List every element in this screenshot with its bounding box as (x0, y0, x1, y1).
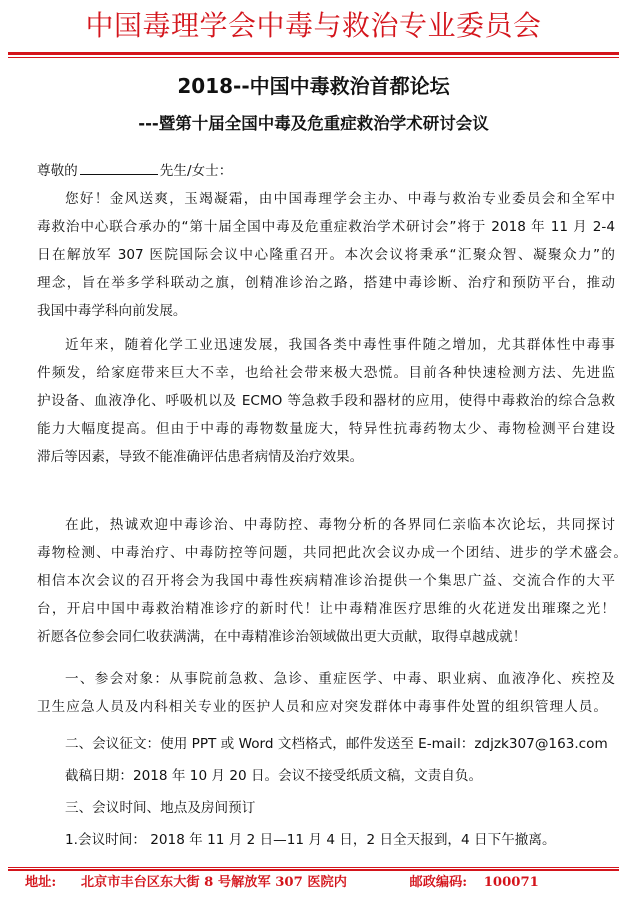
body-line: 您好！金风送爽，玉竭凝霜，由中国毒理学会主办、中毒与救治专业委员会和全军中 (65, 191, 615, 207)
footer (25, 873, 539, 893)
body-line: 理念，旨在举多学科联动之旗，创精准诊治之路，搭建中毒诊断、治疗和预防平台，推动 (37, 275, 615, 291)
body-line: 台，开启中国中毒救治精准诊疗的新时代！让中毒精准医疗思维的火花迸发出璀璨之光！ (37, 601, 615, 617)
body-line: 件频发，给家庭带来巨大不幸，也给社会带来极大恐慌。目前各种快速检测方法、先进监 (37, 365, 615, 381)
body-line: 我国中毒学科向前发展。 (37, 303, 187, 319)
header-org-name: 中国毒理学会中毒与救治专业委员会 (85, 9, 542, 42)
section-2-line: 二、会议征文：使用 PPT 或 Word 文档格式，邮件发送至 E-mail：zdjzk307@163.com (65, 736, 608, 752)
footer-divider-thin (8, 867, 619, 868)
body-line: 能力大幅度提高。但由于中毒的毒物数量庞大，特异性抗毒药物太少、毒物检测平台建设 (37, 421, 615, 437)
document-subtitle: ---暨第十届全国中毒及危重症救治学术研讨会议 (138, 114, 489, 133)
section-3-heading: 三、会议时间、地点及房间预订 (65, 800, 256, 816)
header-divider (8, 52, 619, 55)
body-line: 护设备、血液净化、呼吸机以及 ECMO 等急救手段和器材的应用，使得中毒救治的综合急救 (37, 393, 615, 409)
deadline-line: 截稿日期：2018 年 10 月 20 日。会议不接受纸质文稿，文责自负。 (65, 768, 483, 784)
body-line: 毒物检测、中毒治疗、中毒防控等问题，共同把此次会议办成一个团结、进步的学术盛会。 (37, 545, 627, 561)
footer-address: 北京市丰台区东大街 8 号解放军 307 医院内 (80, 875, 347, 890)
footer-divider (8, 869, 619, 871)
body-line: 滞后等因素，导致不能准确评估患者病情及治疗效果。 (37, 449, 364, 465)
footer-address-label: 地址: (25, 875, 57, 890)
name-blank-line (80, 162, 158, 175)
salutation-prefix: 尊敬的 (37, 163, 78, 179)
document-title: 2018--中国中毒救治首都论坛 (177, 74, 450, 98)
footer-postcode-label: 邮政编码: (409, 875, 468, 890)
salutation-suffix: 先生/女士： (159, 163, 233, 179)
body-line: 在此，热诚欢迎中毒诊治、中毒防控、毒物分析的各界同仁亲临本次论坛，共同探讨 (65, 517, 615, 533)
body-line: 近年来，随着化学工业迅速发展，我国各类中毒性事件随之增加，尤其群体性中毒事 (65, 337, 615, 353)
section-1-line: 一、参会对象：从事院前急救、急诊、重症医学、中毒、职业病、血液净化、疾控及 (65, 671, 615, 687)
body-line: 相信本次会议的召开将会为我国中毒性疾病精准诊治提供一个集思广益、交流合作的大平 (37, 573, 615, 589)
footer-postcode: 100071 (483, 875, 539, 890)
body-line: 毒救治中心联合承办的“第十届全国中毒及危重症救治学术研讨会”将于 2018 年 11 月 2-4 (37, 219, 615, 235)
section-1-line: 卫生应急人员及内科相关专业的医护人员和应对突发群体中毒事件处置的组织管理人员。 (37, 699, 607, 715)
body-line: 日在解放军 307 医院国际会议中心隆重召开。本次会议将秉承“汇聚众智、凝聚众力”的 (37, 247, 615, 263)
header-divider-thin (8, 57, 619, 58)
salutation (37, 159, 232, 179)
body-line: 祈愿各位参会同仁收获满满，在中毒精准诊治领域做出更大贡献，取得卓越成就！ (37, 629, 527, 645)
meeting-time-line: 1.会议时间： 2018 年 11 月 2 日—11 月 4 日，2 日全天报到，4 日下午撤离。 (65, 832, 556, 848)
